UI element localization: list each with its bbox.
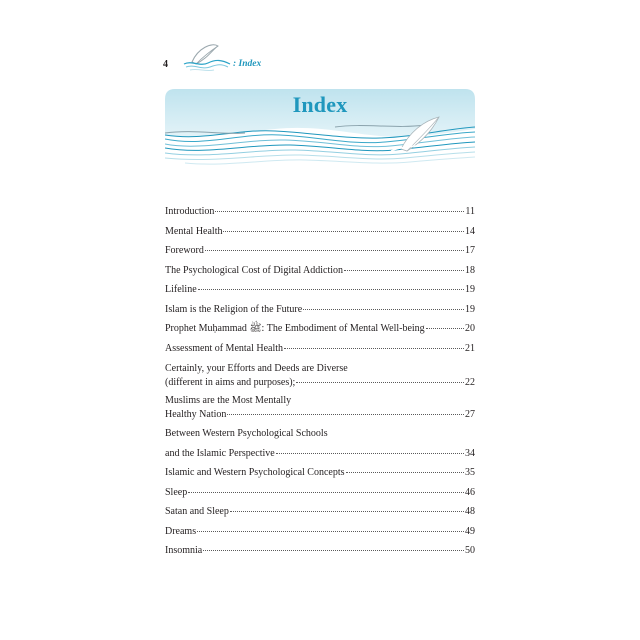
toc-entry-title: Prophet Muḥammad ﷺ: The Embodiment of Mental Well-being: [165, 323, 425, 334]
toc-entry-page: 35: [465, 467, 475, 478]
toc-entry-page: 20: [465, 323, 475, 334]
toc-entry[interactable]: [165, 342, 475, 355]
toc-entry-page: 50: [465, 545, 475, 556]
toc-entry-title: Foreword: [165, 245, 204, 256]
index-heading: Index: [292, 92, 348, 117]
dot-leader: [426, 328, 464, 329]
toc-entry[interactable]: [165, 525, 475, 538]
toc-entry[interactable]: [165, 303, 475, 316]
dot-leader: [198, 289, 464, 290]
dot-leader: [227, 414, 464, 415]
toc-entry-page: 18: [465, 265, 475, 276]
toc-entry[interactable]: [165, 225, 475, 238]
dot-leader: [346, 472, 464, 473]
dot-leader: [197, 531, 464, 532]
toc-entry-page: 14: [465, 226, 475, 237]
toc-entry-title: Assessment of Mental Health: [165, 343, 284, 354]
dot-leader: [296, 382, 464, 383]
dot-leader: [223, 231, 464, 232]
toc-entry-page: 19: [465, 304, 475, 315]
feather-on-water-icon: [182, 40, 232, 72]
toc-entry-title: Introduction: [165, 206, 215, 217]
toc-entry-page: 49: [465, 526, 475, 537]
toc-entry[interactable]: [165, 427, 475, 460]
toc-entry-title: Mental Health: [165, 226, 223, 237]
running-title: : Index: [233, 59, 262, 69]
toc-entry-page: 27: [465, 409, 475, 420]
toc-entry[interactable]: [165, 205, 475, 218]
dot-leader: [205, 250, 464, 251]
toc-entry[interactable]: [165, 394, 475, 421]
dot-leader: [276, 453, 464, 454]
dot-leader: [215, 211, 464, 212]
dot-leader: [303, 309, 464, 310]
toc-entry-title: Islamic and Western Psychological Concepts: [165, 467, 345, 478]
toc-entry[interactable]: [165, 505, 475, 518]
toc-entry-page: 21: [465, 343, 475, 354]
toc-entry[interactable]: [165, 486, 475, 499]
dot-leader: [230, 511, 464, 512]
toc-entry[interactable]: [165, 322, 475, 335]
page-number: 4: [163, 59, 168, 70]
toc-entry-title: Sleep: [165, 487, 188, 498]
toc-entry-page: 48: [465, 506, 475, 517]
toc-entry-page: 17: [465, 245, 475, 256]
toc-entry[interactable]: [165, 244, 475, 257]
toc-entry[interactable]: [165, 544, 475, 557]
toc-entry-page: 19: [465, 284, 475, 295]
dot-leader: [284, 348, 464, 349]
toc-entry-title: Lifeline: [165, 284, 197, 295]
toc-entry-title: Dreams: [165, 526, 197, 537]
toc-entry[interactable]: [165, 466, 475, 479]
toc-entry-title: The Psychological Cost of Digital Addiction: [165, 265, 344, 276]
toc-entry-title: and the Islamic Perspective: [165, 448, 275, 459]
toc-entry-title-line1: Certainly, your Efforts and Deeds are Diverse: [165, 363, 348, 374]
toc-entry[interactable]: [165, 264, 475, 277]
dot-leader: [203, 550, 464, 551]
dot-leader: [344, 270, 464, 271]
toc-entry-title: Insomnia: [165, 545, 203, 556]
toc-entry[interactable]: [165, 362, 475, 389]
toc-entry-page: 34: [465, 448, 475, 459]
toc-entry-title: Satan and Sleep: [165, 506, 229, 517]
toc-entry-title-line1: Between Western Psychological Schools: [165, 428, 328, 439]
toc-entry[interactable]: [165, 283, 475, 296]
toc-entry-title: (different in aims and purposes);: [165, 377, 296, 388]
toc-entry-page: 46: [465, 487, 475, 498]
toc-entry-title-line1: Muslims are the Most Mentally: [165, 395, 292, 406]
toc-entry-page: 22: [465, 377, 475, 388]
toc-entry-title: Healthy Nation: [165, 409, 227, 420]
dot-leader: [188, 492, 464, 493]
toc-entry-page: 11: [465, 206, 475, 217]
toc-entry-title: Islam is the Religion of the Future: [165, 304, 303, 315]
